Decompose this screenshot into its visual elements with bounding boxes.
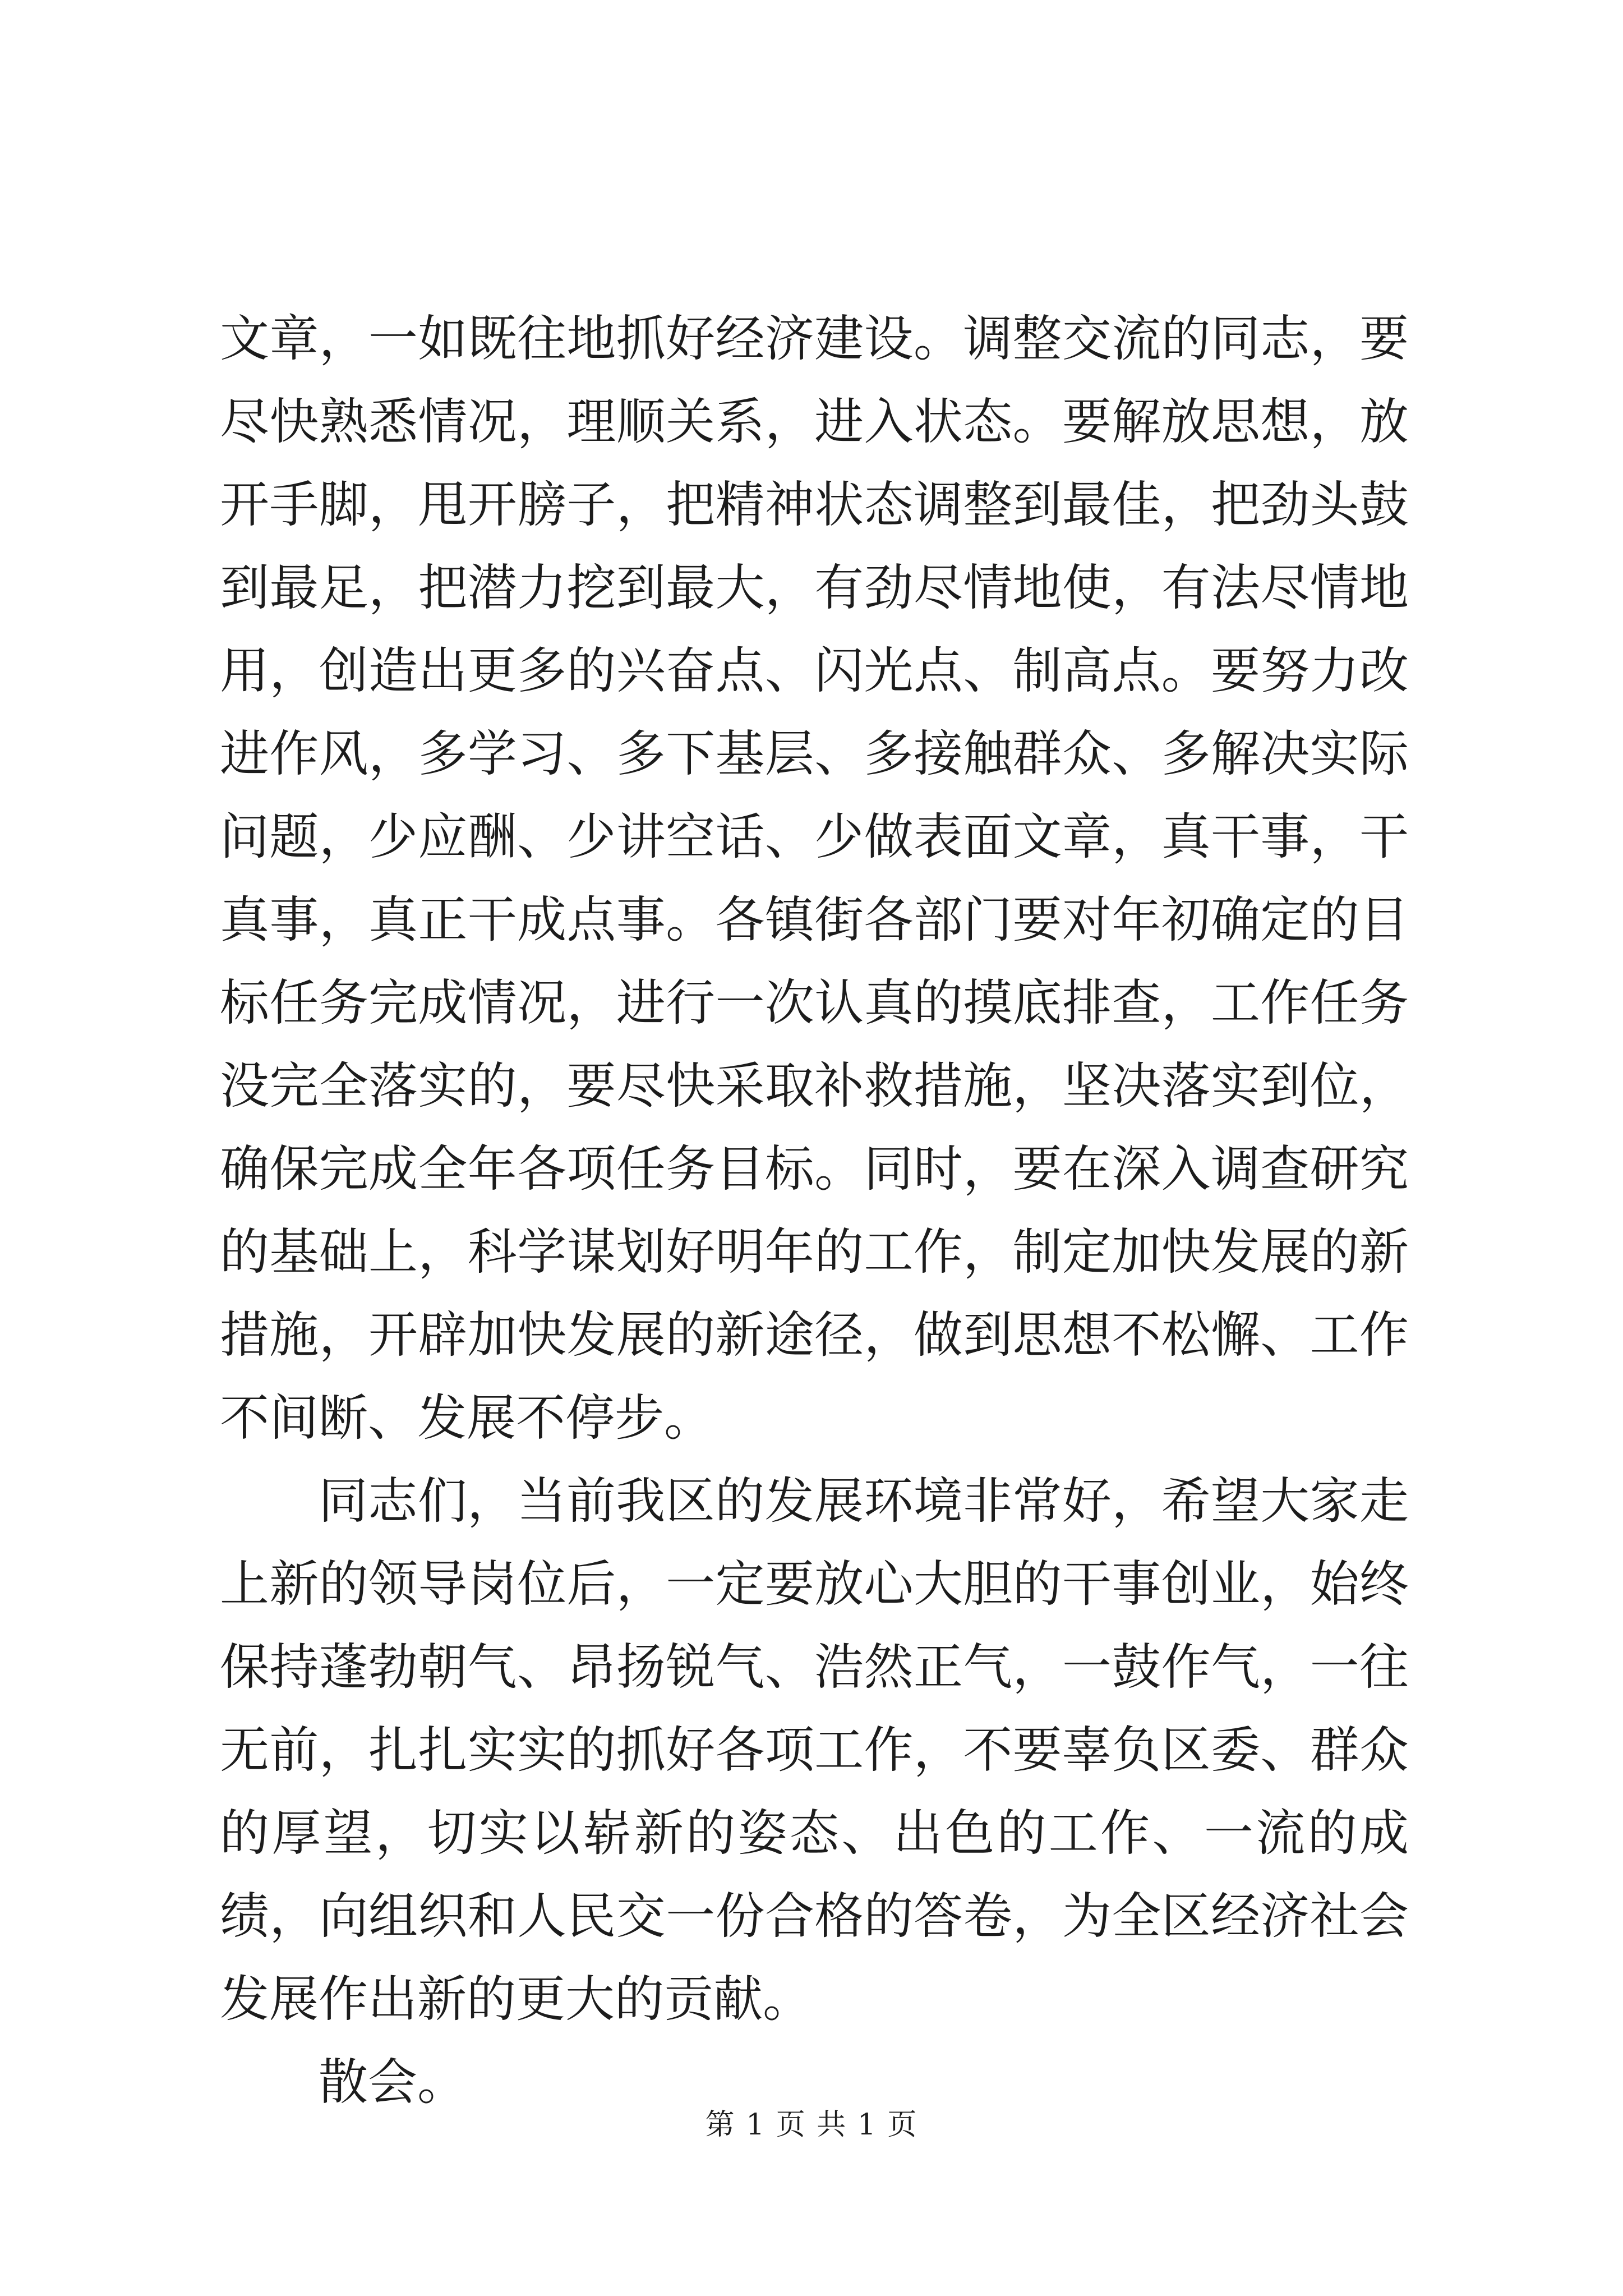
paragraph-closing-remarks: 同志们，当前我区的发展环境非常好，希望大家走上新的领导岗位后，一定要放心大胆的干事创业，始终保持蓬勃朝气、昂扬锐气、浩然正气，一鼓作气，一往无前，扎扎实实的抓好各项工作，不要辜负区委、群众的厚望，切实以崭新的姿态、出色的工作、一流的成绩，向组织和人民交一份合格的答卷，为全区经济社会发展作出新的更大的贡献。 bbox=[220, 1472, 1409, 2028]
page-footer: 第 1 页 共 1 页 bbox=[705, 2108, 918, 2142]
document-body bbox=[220, 297, 1409, 2124]
paragraph-continuation: 文章，一如既往地抓好经济建设。调整交流的同志，要尽快熟悉情况，理顺关系，进入状态。要解放思想，放开手脚，甩开膀子，把精神状态调整到最佳，把劲头鼓到最足，把潜力挖到最大，有劲尽情地使，有法尽情地用，创造出更多的兴奋点、闪光点、制高点。要努力改进作风，多学习、多下基层、多接触群众、多解决实际问题，少应酬、少讲空话、少做表面文章，真干事，干真事，真正干成点事。各镇街各部门要对年初确定的目标任务完成情况，进行一次认真的摸底排查，工作任务没完全落实的，要尽快采取补救措施，坚决落实到位，确保完成全年各项任务目标。同时，要在深入调查研究的基础上，科学谋划好明年的工作，制定加快发展的新措施，开辟加快发展的新途径，做到思想不松懈、工作不间断、发展不停步。 bbox=[220, 310, 1409, 1447]
paragraph-adjourn: 散会。 bbox=[319, 2053, 467, 2111]
